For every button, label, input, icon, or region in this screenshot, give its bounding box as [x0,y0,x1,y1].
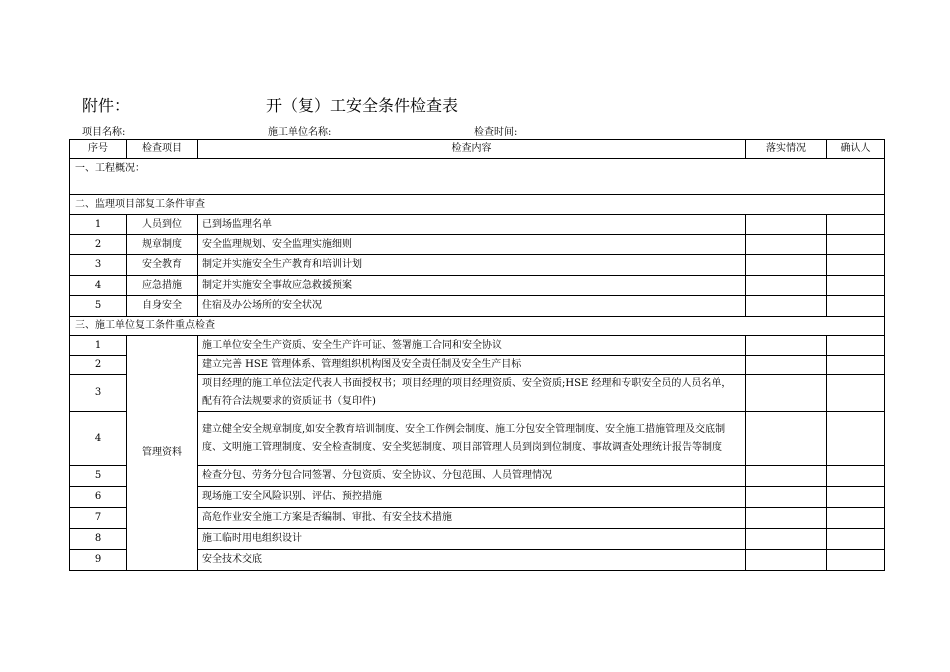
row-content: 已到场监理名单 [198,215,746,235]
confirmer-cell[interactable] [827,487,885,508]
confirmer-cell[interactable] [827,466,885,487]
row-no: 5 [70,296,127,317]
section-row [70,195,885,215]
confirmer-cell[interactable] [827,276,885,296]
confirmer-cell[interactable] [827,255,885,276]
confirmer-cell[interactable] [827,215,885,235]
status-cell[interactable] [746,412,827,466]
header-item: 检查项目 [127,140,198,159]
header-no: 序号 [70,140,127,159]
table-row [70,255,885,276]
status-cell[interactable] [746,215,827,235]
row-content: 安全监理规划、安全监理实施细则 [198,235,746,255]
status-cell[interactable] [746,529,827,550]
row-item: 应急措施 [127,276,198,296]
section-overview: 一、工程概况： [70,159,885,195]
row-content: 建立完善 HSE 管理体系、管理组织机构图及安全责任制及安全生产目标 [198,356,746,375]
row-no: 8 [70,529,127,550]
header-content: 检查内容 [198,140,746,159]
row-content: 建立健全安全规章制度,如安全教育培训制度、安全工作例会制度、施工分包安全管理制度、安全施工措施管理及交底制度、文明施工管理制度、安全检查制度、安全奖惩制度、项目部管理人员到岗到位制度、事故调查处理统计报告等制度 [198,412,746,466]
status-cell[interactable] [746,336,827,356]
meta-row [82,123,882,137]
row-no: 5 [70,466,127,487]
confirmer-cell[interactable] [827,235,885,255]
table-header-row [70,140,885,159]
row-content: 检查分包、劳务分包合同签署、分包资质、安全协议、分包范围、人员管理情况 [198,466,746,487]
checklist-table [69,139,885,571]
row-content: 施工单位安全生产资质、安全生产许可证、签署施工合同和安全协议 [198,336,746,356]
status-cell[interactable] [746,487,827,508]
status-cell[interactable] [746,356,827,375]
row-no: 3 [70,375,127,412]
table-row [70,235,885,255]
row-no: 9 [70,550,127,571]
confirmer-cell[interactable] [827,508,885,529]
page-title: 开（复）工安全条件检查表 [266,96,459,115]
row-no: 1 [70,215,127,235]
status-cell[interactable] [746,466,827,487]
row-item-management-docs: 管理资料 [127,336,198,571]
row-no: 1 [70,336,127,356]
row-content: 制定并实施安全事故应急救援预案 [198,276,746,296]
table-row [70,336,885,356]
confirmer-cell[interactable] [827,296,885,317]
project-name-label: 项目名称: [82,127,126,138]
confirmer-cell[interactable] [827,375,885,412]
confirmer-cell[interactable] [827,336,885,356]
row-no: 6 [70,487,127,508]
row-item: 规章制度 [127,235,198,255]
row-content: 项目经理的施工单位法定代表人书面授权书；项目经理的项目经理资质、安全资质;HSE 经理和专职安全员的人员名单，配有符合法规要求的资质证书（复印件) [198,375,746,412]
section-supervision: 二、监理项目部复工条件审查 [70,195,885,215]
table-row [70,276,885,296]
status-cell[interactable] [746,276,827,296]
table-row [70,296,885,317]
status-cell[interactable] [746,296,827,317]
confirmer-cell[interactable] [827,529,885,550]
row-content: 安全技术交底 [198,550,746,571]
row-content: 现场施工安全风险识别、评估、预控措施 [198,487,746,508]
status-cell[interactable] [746,255,827,276]
header-status: 落实情况 [746,140,827,159]
row-content: 住宿及办公场所的安全状况 [198,296,746,317]
row-item: 安全教育 [127,255,198,276]
confirmer-cell[interactable] [827,550,885,571]
confirmer-cell[interactable] [827,412,885,466]
header-confirmer: 确认人 [827,140,885,159]
row-no: 4 [70,276,127,296]
row-no: 2 [70,356,127,375]
table-row [70,215,885,235]
status-cell[interactable] [746,550,827,571]
overview-row [70,159,885,195]
attachment-label: 附件： [82,96,131,115]
row-content: 高危作业安全施工方案是否编制、审批、有安全技术措施 [198,508,746,529]
status-cell[interactable] [746,375,827,412]
row-no: 3 [70,255,127,276]
status-cell[interactable] [746,235,827,255]
contractor-name-label: 施工单位名称: [268,127,332,138]
check-time-label: 检查时间: [474,127,518,138]
confirmer-cell[interactable] [827,356,885,375]
row-item: 自身安全 [127,296,198,317]
document-title-row [82,93,882,117]
row-no: 4 [70,412,127,466]
row-no: 7 [70,508,127,529]
row-item: 人员到位 [127,215,198,235]
row-no: 2 [70,235,127,255]
row-content: 施工临时用电组织设计 [198,529,746,550]
status-cell[interactable] [746,508,827,529]
row-content: 制定并实施安全生产教育和培训计划 [198,255,746,276]
section-contractor: 三、施工单位复工条件重点检查 [70,317,885,336]
section-row [70,317,885,336]
